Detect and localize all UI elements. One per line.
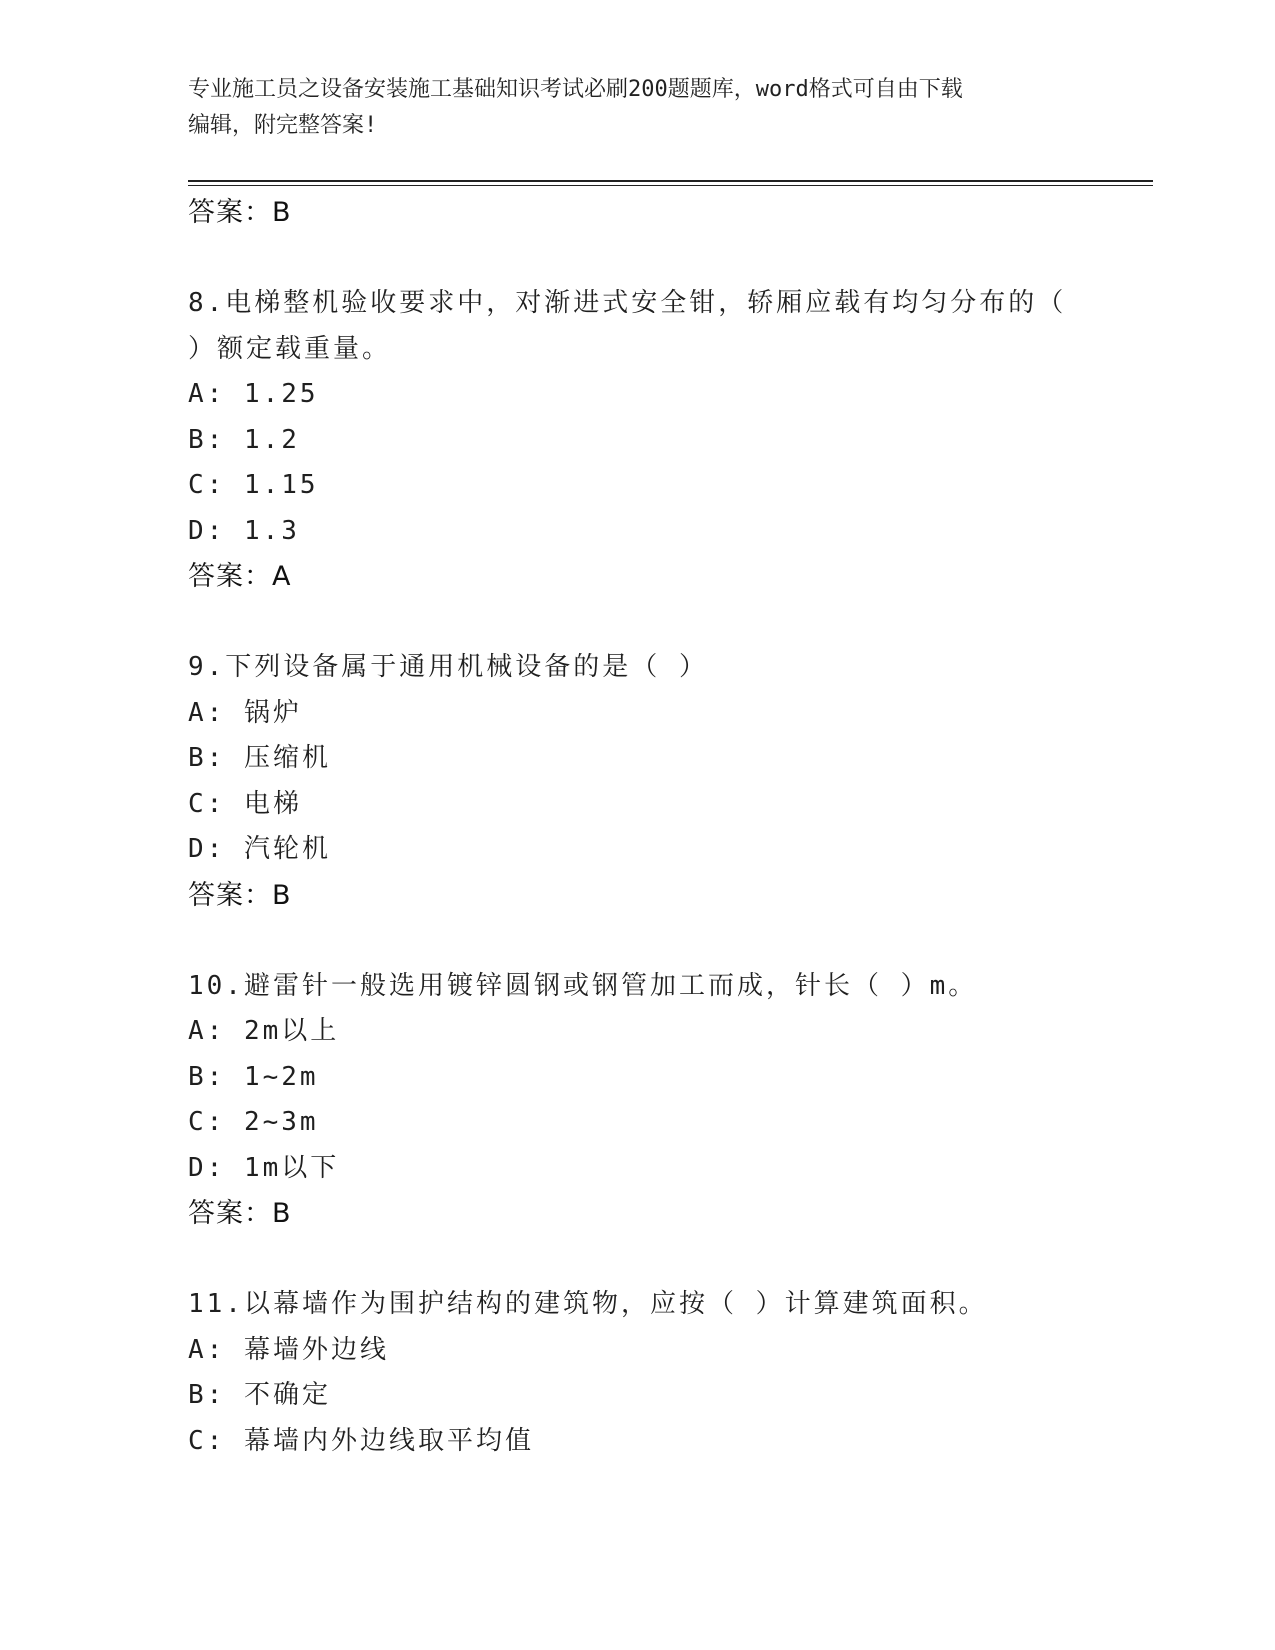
question-list [188,190,1088,1464]
question-9-text: 9.下列设备属于通用机械设备的是（ ） [188,652,708,682]
question-8-option-b: B: 1.2 [188,424,300,455]
question-9-option-b: B: 压缩机 [188,743,331,773]
question-11-option-c: C: 幕墙内外边线取平均值 [188,1425,534,1456]
answer-q10: 答案：B [188,1198,292,1229]
header-title-line-1: 专业施工员之设备安装施工基础知识考试必刷200题题库，word格式可自由下载 [188,77,963,102]
spacer [188,1237,1088,1283]
question-8-option-d: D: 1.3 [188,515,300,546]
answer-q9: 答案：B [188,879,292,911]
question-11-text: 11.以幕墙作为围护结构的建筑物，应按（ ）计算建筑面积。 [188,1289,988,1319]
question-8-text-line-1: 8.电梯整机验收要求中，对渐进式安全钳，轿厢应载有均匀分布的（ [188,288,1067,318]
question-11-option-a: A: 幕墙外边线 [188,1334,389,1365]
question-9-option-d: D: 汽轮机 [188,834,331,864]
question-10-option-a: A: 2m以上 [188,1016,340,1046]
answer-q8: 答案：A [188,561,292,592]
question-10-option-c: C: 2~3m [188,1107,319,1137]
question-8-option-c: C: 1.15 [188,470,319,500]
question-10-option-d: D: 1m以下 [188,1152,340,1183]
question-10-option-b: B: 1~2m [188,1061,319,1092]
document-header [188,72,1088,144]
question-9-option-c: C: 电梯 [188,788,302,819]
question-9-option-a: A: 锅炉 [188,697,302,728]
question-11-option-b: B: 不确定 [188,1380,331,1410]
question-8-text-line-2: ）额定载重量。 [188,333,392,364]
spacer [188,600,1088,646]
question-10-text: 10.避雷针一般选用镀锌圆钢或钢管加工而成，针长（ ）m。 [188,970,978,1001]
header-divider-thin [188,185,1153,186]
answer-q7: 答案：B [188,197,292,228]
header-title-line-2: 编辑，附完整答案! [188,113,378,138]
spacer [188,918,1088,964]
question-8-option-a: A: 1.25 [188,379,319,409]
spacer [188,236,1088,282]
header-divider-thick [188,180,1153,182]
